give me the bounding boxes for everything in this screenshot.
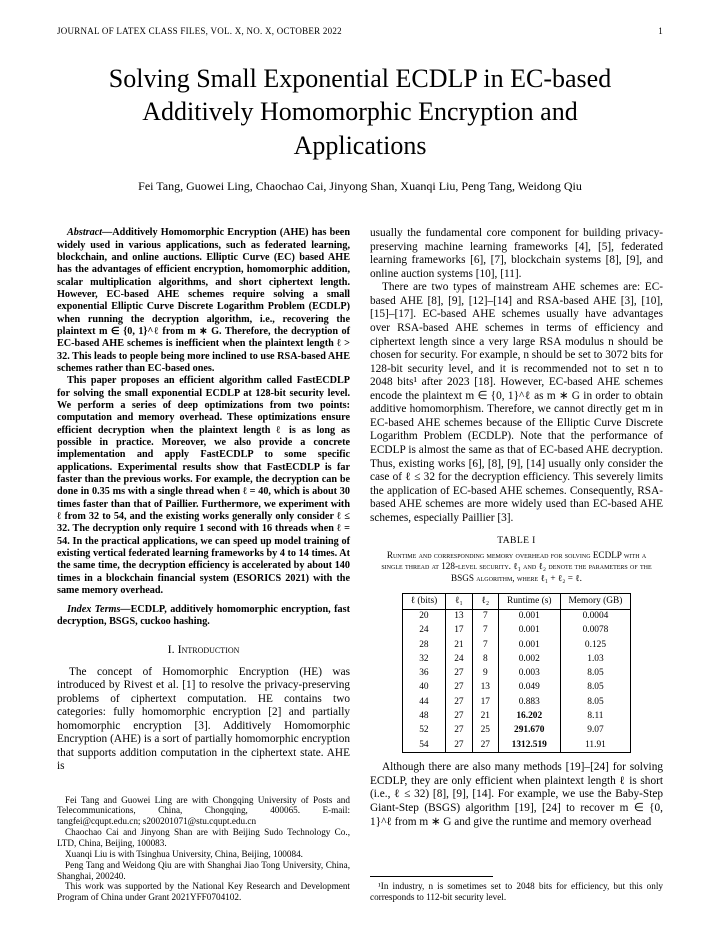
two-column-body	[57, 227, 663, 903]
table-cell: 48	[419, 710, 429, 721]
table-cell: 9.07	[560, 724, 631, 738]
table-cell: 21	[446, 638, 472, 652]
author-note	[57, 795, 350, 904]
table-row	[402, 609, 631, 624]
table-cell: 0.002	[498, 652, 560, 666]
right-paragraph-3: Although there are also many methods [19]–[24] for solving ECDLP, they are only efficient when plaintext length ℓ is short (i.e., ℓ ≤ 32) [8], [9], [14]. For example, we use the Baby-Step Giant-Step (BSGS) algorithm [19], [24] to recover m ∈ {0, 1}^ℓ from m ∗ G and give the runtime and memory overhead	[370, 761, 663, 828]
table-header-cell: ℓ₁	[446, 594, 472, 609]
table-cell: 27	[446, 695, 472, 709]
table-row	[402, 709, 631, 723]
author-note-paragraph: Peng Tang and Weidong Qiu are with Shanghai Jiao Tong University, China, Shanghai, 200240.	[57, 859, 350, 881]
author-note-paragraph: Chaochao Cai and Jinyong Shan are with Beijing Sudo Technology Co., LTD, China, Beijing, 100083.	[57, 827, 350, 849]
author-note-paragraph: Xuanqi Liu is with Tsinghua University, China, Beijing, 100084.	[65, 848, 303, 859]
table-cell: 44	[419, 696, 429, 707]
table-cell: 13	[472, 681, 498, 695]
table-row	[402, 724, 631, 738]
table-cell: 0.001	[498, 638, 560, 652]
table-cell: 27	[446, 667, 472, 681]
table-cell: 21	[472, 709, 498, 723]
footnote-block	[370, 876, 663, 903]
table-label: TABLE I	[497, 535, 536, 547]
table-cell: 9	[472, 667, 498, 681]
table-cell: 8.11	[560, 709, 631, 723]
results-table	[402, 593, 632, 753]
author-note-paragraph: This work was supported by the National Key Research and Development Program of China under Grant 2021YFF0704102.	[57, 881, 350, 903]
table-cell: 20	[419, 611, 429, 622]
page-number: 1	[658, 26, 663, 36]
table-cell: 27	[446, 738, 472, 753]
index-terms-text: ECDLP, additively homomorphic encryption, fast decryption, BSGS, cuckoo hashing.	[57, 603, 350, 627]
table-cell: 7	[472, 609, 498, 624]
table-cell: 40	[419, 682, 429, 693]
abstract-paragraph-2: This paper proposes an efficient algorithm called FastECDLP for solving the small exponential ECDLP at 128-bit security level. We perform a series of deep optimizations from two points: computation and memory overhead. These optimizations ensure efficient decryption when the plaintext length ℓ is as long as possible in practice. Moreover, we also provide a concrete implementation and apply FastECDLP to some specific applications. Experimental results show that FastECDLP is far faster than the previous works. For example, the decryption can be done in 0.35 ms with a single thread when ℓ = 40, which is about 30 times faster than that of Paillier. Furthermore, we experiment with ℓ from 32 to 54, and the existing works generally only consider ℓ ≤ 32. The decryption only require 1 second with 16 threads when ℓ = 54. In the practical applications, we can speed up model training of existing vertical federated learning frameworks by 4 to 14 times. At the same time, the decryption efficiency is accelerated by about 140 times in a blockchain financial system (ESORICS 2021) with the same memory overhead.	[57, 375, 350, 597]
table-cell: 13	[446, 609, 472, 624]
table-header-cell: ℓ₂	[472, 594, 498, 609]
table-cell: 7	[472, 638, 498, 652]
index-terms	[57, 604, 350, 629]
left-column	[57, 227, 350, 903]
table-cell: 0.883	[498, 695, 560, 709]
footnote-rule	[370, 876, 493, 877]
abstract-paragraph-1	[57, 227, 350, 375]
table-cell: 8.05	[560, 681, 631, 695]
table-header-cell: Runtime (s)	[498, 594, 560, 609]
table-cell: 24	[419, 625, 429, 636]
table-row	[402, 667, 631, 681]
table-cell: 7	[472, 624, 498, 638]
table-row	[402, 681, 631, 695]
table-cell: 36	[419, 668, 429, 679]
table-cell: 0.001	[498, 609, 560, 624]
table-cell: 0.0004	[560, 609, 631, 624]
table-cell: 8.05	[560, 695, 631, 709]
table-cell: 11.91	[560, 738, 631, 753]
table-header-cell: Memory (GB)	[560, 594, 631, 609]
footnote-text: ¹In industry, n is sometimes set to 2048 bits for efficiency, but this only corresponds to 112-bit security level.	[370, 881, 663, 903]
table-caption: Runtime and corresponding memory overhead for solving ECDLP with a single thread at 128-level security. ℓ₁ and ℓ₂ denote the parameters of the BSGS algorithm, where ℓ₁ + ℓ₂ = ℓ.	[381, 549, 652, 583]
results-table-head-row	[402, 594, 631, 609]
table-cell: 27	[446, 709, 472, 723]
paper-title: Solving Small Exponential ECDLP in EC-based Additively Homomorphic Encryption and Applications	[108, 64, 612, 160]
table-cell: 291.670	[498, 724, 560, 738]
author-note-paragraph: Fei Tang and Guowei Ling are with Chongqing University of Posts and Telecommunications, China, Chongqing, 400065. E-mail: tangfei@cqupt.edu.cn; s200201071@stu.cqupt.edu.cn	[57, 794, 350, 827]
table-cell: 54	[419, 739, 429, 750]
table-cell: 52	[419, 725, 429, 736]
authors-line: Fei Tang, Guowei Ling, Chaochao Cai, Jinyong Shan, Xuanqi Liu, Peng Tang, Weidong Qiu	[138, 179, 582, 194]
abstract-text-1: Additively Homomorphic Encryption (AHE) has been widely used in various applications, such as federated learning, blockchain, and online auctions. Elliptic Curve (EC) based AHE has the advantages of efficient encryption, homomorphic addition, scalar multiplication algorithms, and short ciphertext length. However, EC-based AHE schemes require solving a small exponential Elliptic Curve Discrete Logarithm Problem (ECDLP) when running the decryption algorithm, i.e., recovering the plaintext m ∈ {0, 1}^ℓ from m ∗ G. Therefore, the decryption of EC-based AHE schemes is inefficient when the plaintext length ℓ > 32. This leads to people being more inclined to use RSA-based AHE schemes rather than EC-based ones.	[57, 227, 350, 374]
table-cell: 24	[446, 652, 472, 666]
table-cell: 0.003	[498, 667, 560, 681]
right-column	[370, 227, 663, 903]
page-header	[57, 26, 663, 36]
table-cell: 0.001	[498, 624, 560, 638]
table-header-cell: ℓ (bits)	[410, 595, 438, 606]
right-paragraph-1: usually the fundamental core component for building privacy-preserving machine learning frameworks [4], [5], federated learning frameworks [6], [7], blockchain systems [8], [9], and online auction systems [10], [11].	[370, 227, 663, 280]
results-table-body	[402, 609, 631, 753]
table-cell: 17	[446, 624, 472, 638]
table-cell: 32	[419, 653, 429, 664]
table-cell: 0.049	[498, 681, 560, 695]
table-cell: 8	[472, 652, 498, 666]
table-cell: 17	[472, 695, 498, 709]
index-terms-label: Index Terms—	[67, 603, 131, 615]
table-row	[402, 638, 631, 652]
journal-title: JOURNAL OF LATEX CLASS FILES, VOL. X, NO. X, OCTOBER 2022	[57, 26, 342, 36]
section-heading-introduction: I. Introduction	[167, 642, 240, 657]
table-cell: 27	[446, 724, 472, 738]
table-cell: 8.05	[560, 667, 631, 681]
abstract-label: Abstract—	[67, 227, 113, 239]
table-cell: 1312.519	[498, 738, 560, 753]
table-row	[402, 695, 631, 709]
right-paragraph-2: There are two types of mainstream AHE schemes are: EC-based AHE [8], [9], [12]–[14] and RSA-based AHE [3], [10], [15]–[17]. EC-based AHE schemes usually have advantages over RSA-based AHE schemes in terms of efficiency and ciphertext length since a very large RSA modulus n should be chosen for security. For example, n should be set to 3072 bits for 128-bit security level, and it is recommended not to set n to 2048 bits¹ after 2023 [18]. However, EC-based AHE schemes encode the plaintext m ∈ {0, 1}^ℓ as m ∗ G in order to obtain additive homomorphism. Therefore, we cannot directly get m in EC-based AHE schemes because of the Elliptic Curve Discrete Logarithm Problem (ECDLP). Note that the performance of ECDLP is almost the same as that of EC-based AHE decryption. Thus, existing works [6], [8], [9], [14] usually only consider the case of ℓ ≤ 32 for the decryption efficiency. This severely limits the application of EC-based AHE schemes. Consequently, RSA-based AHE schemes are more widely used than EC-based AHE schemes, especially Paillier [3].	[370, 281, 663, 524]
table-1-block	[370, 535, 663, 753]
table-cell: 27	[446, 681, 472, 695]
table-cell: 0.125	[560, 638, 631, 652]
table-cell: 28	[419, 639, 429, 650]
table-cell: 1.03	[560, 652, 631, 666]
table-cell: 0.0078	[560, 624, 631, 638]
intro-paragraph: The concept of Homomorphic Encryption (HE) was introduced by Rivest et al. [1] to resolve the privacy-preserving problems of ciphertext computation. HE contains two categories: fully homomorphic encryption [2] and partially homomorphic encryption [3]. Additively Homomorphic Encryption (AHE) is a sort of partially homomorphic encryption that supports addition computation in the ciphertext state. AHE is	[57, 665, 350, 773]
table-row	[402, 624, 631, 638]
table-row	[402, 652, 631, 666]
table-cell: 16.202	[498, 709, 560, 723]
table-row	[402, 738, 631, 753]
table-cell: 27	[472, 738, 498, 753]
table-cell: 25	[472, 724, 498, 738]
